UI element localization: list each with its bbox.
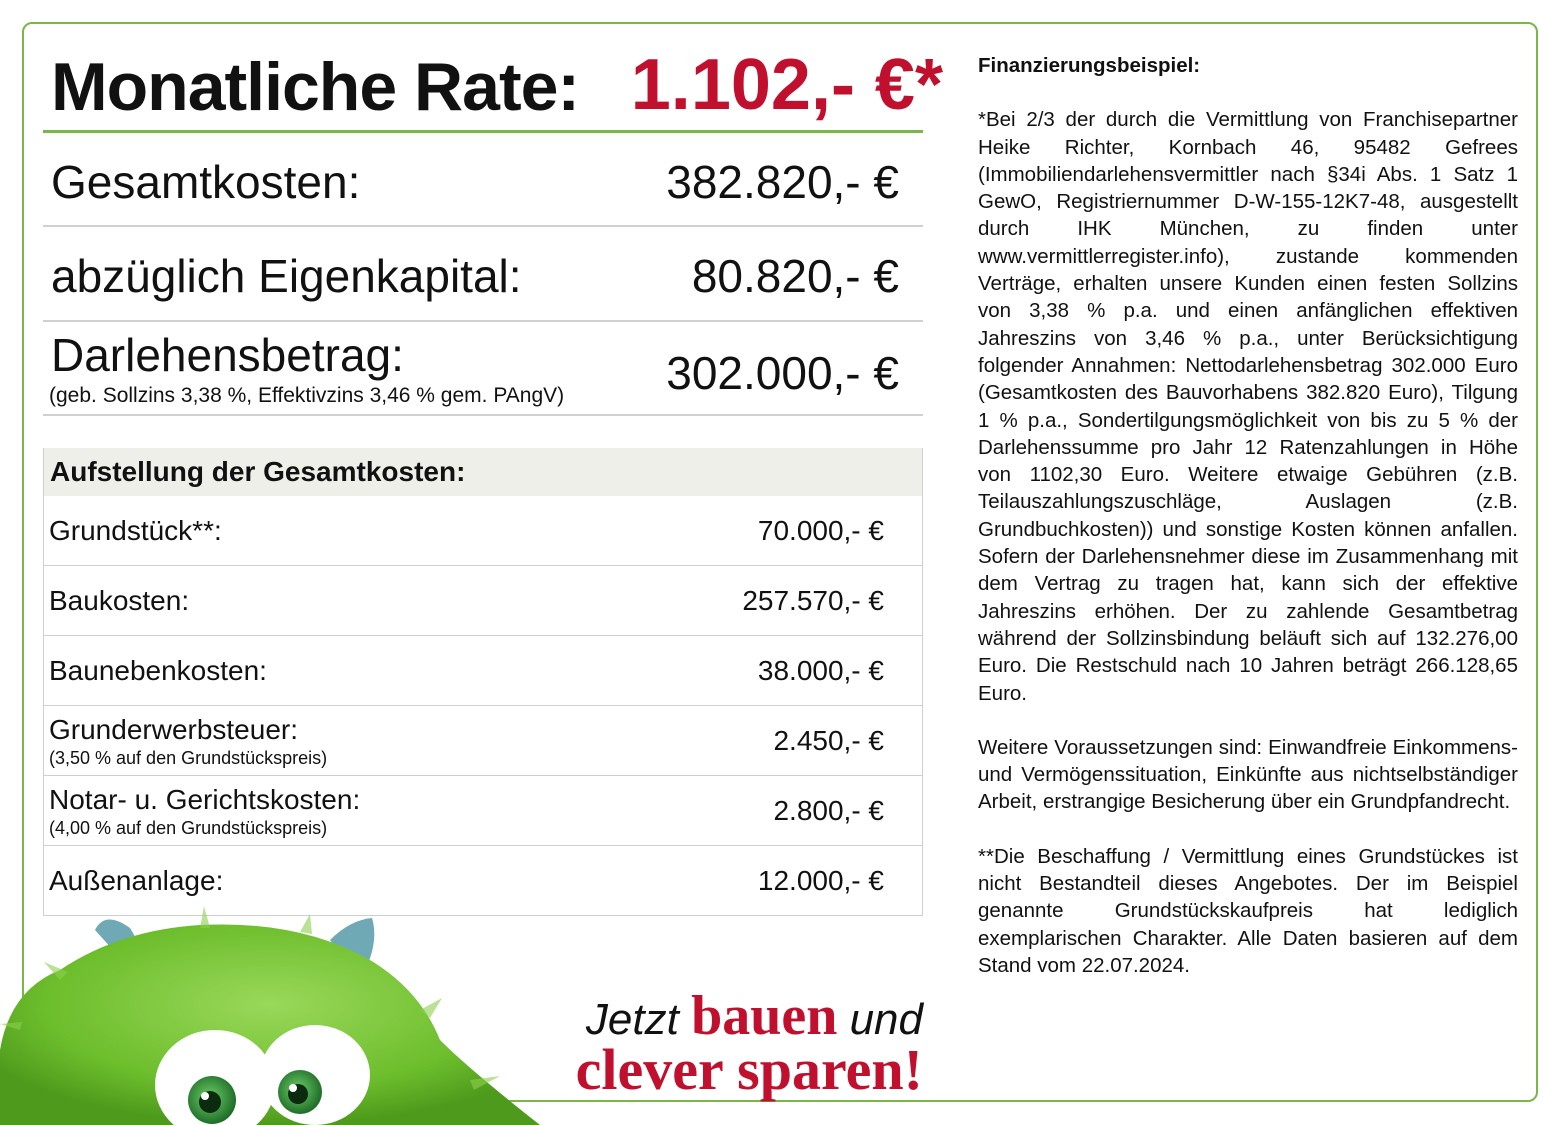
- row-value: 70.000,- €: [757, 515, 884, 546]
- row-value: 38.000,- €: [757, 655, 884, 686]
- table-title: Aufstellung der Gesamtkosten:: [44, 448, 922, 496]
- green-monster-mascot-icon: [0, 900, 560, 1125]
- table-row: [44, 706, 922, 776]
- table-row: [44, 636, 922, 706]
- summary-sublabel: (geb. Sollzins 3,38 %, Effektivzins 3,46 % gem. PAngV): [49, 384, 565, 407]
- cost-breakdown-table: [43, 448, 923, 916]
- summary-label: abzüglich Eigenkapital:: [51, 250, 522, 302]
- row-label: Baukosten:: [49, 585, 190, 616]
- summary-label: Darlehensbetrag:: [51, 329, 404, 381]
- summary-label: Gesamtkosten:: [51, 156, 361, 208]
- row-label: Baunebenkosten:: [49, 655, 267, 686]
- slogan-text: Jetzt: [585, 995, 692, 1044]
- row-value: 2.800,- €: [773, 795, 884, 826]
- table-row: [44, 496, 922, 566]
- row-value: 2.450,- €: [773, 725, 884, 756]
- row-sublabel: (3,50 % auf den Grundstückspreis): [49, 748, 328, 768]
- row-label: Notar- u. Gerichtskosten:: [49, 784, 361, 815]
- monthly-rate-row: [43, 40, 943, 133]
- row-label: Grunderwerbsteuer:: [49, 714, 299, 745]
- cost-summary: [43, 40, 943, 416]
- summary-row-loan: [43, 322, 923, 416]
- row-label: Grundstück**:: [49, 515, 222, 546]
- table-row: [44, 776, 922, 846]
- financing-fineprint: [978, 52, 1518, 979]
- monthly-rate-value: 1.102,- €*: [630, 45, 943, 125]
- monthly-rate-label: Monatliche Rate:: [51, 49, 580, 125]
- summary-row-total: [43, 133, 923, 227]
- slogan-highlight: clever sparen!: [575, 1037, 923, 1102]
- fineprint-paragraph: Weitere Voraussetzungen sind: Einwandfreie Einkommens- und Vermögenssituation, Einkünfte aus nichtselbständiger Arbeit, erstrangige Besicherung über ein Grundpfandrecht.: [978, 735, 1518, 814]
- row-value: 257.570,- €: [742, 585, 884, 616]
- summary-row-equity: [43, 227, 923, 322]
- slogan-text: und: [837, 995, 923, 1044]
- summary-value: 80.820,- €: [691, 250, 899, 302]
- slogan-line-2: [576, 1036, 923, 1103]
- summary-value: 302.000,- €: [666, 347, 899, 399]
- fineprint-paragraph: **Die Beschaffung / Vermittlung eines Grundstückes ist nicht Bestandteil dieses Angebotes. Der im Beispiel genannte Grundstückskaufpreis hat lediglich exemplarischen Charakter. Alle Daten basieren auf dem Stand vom 22.07.2024.: [978, 844, 1518, 977]
- slogan-highlight: bauen: [691, 985, 838, 1047]
- table-row: [44, 566, 922, 636]
- fineprint-paragraph: *Bei 2/3 der durch die Vermittlung von Franchisepartner Heike Richter, Kornbach 46, 95482 Gefrees (Immobiliendarlehensvermittler nach §34i Abs. 1 Satz 1 GewO, Registriernummer D-W-155-12K7-48, ausgestellt durch IHK München, zu finden unter www.vermittlerregister.info), zustande kommenden Verträge, erhalten unsere Kunden einen festen Sollzins von 3,38 % p.a. und einen anfänglichen effektiven Jahreszins von 3,46 % p.a., unter Berücksichtigung folgender Annahmen: Nettodarlehensbetrag 302.000 Euro (Gesamtkosten des Bauvorhabens 382.820 Euro), Tilgung 1 % p.a., Sondertilgungsmöglichkeit von bis zu 5 % der Darlehenssumme pro Jahr 12 Ratenzahlungen in Höhe von 1102,30 Euro. Weitere etwaige Gebühren (z.B. Teilauszahlungszuschläge, Auslagen (z.B. Grundbuchkosten)) und sonstige Kosten können anfallen. Sofern der Darlehensnehmer diese im Zusammenhang mit dem Vertrag zu tragen hat, kann sich der effektive Jahreszins erhöhen. Der zu zahlende Gesamtbetrag während der Sollzinsbindung beläuft sich auf 132.276,00 Euro. Die Restschuld nach 10 Jahren beträgt 266.128,65 Euro.: [978, 108, 1518, 705]
- row-sublabel: (4,00 % auf den Grundstückspreis): [49, 818, 328, 838]
- row-value: 12.000,- €: [757, 865, 884, 896]
- summary-value: 382.820,- €: [666, 156, 899, 208]
- fineprint-heading: Finanzierungsbeispiel:: [978, 54, 1201, 77]
- row-label: Außenanlage:: [49, 865, 224, 896]
